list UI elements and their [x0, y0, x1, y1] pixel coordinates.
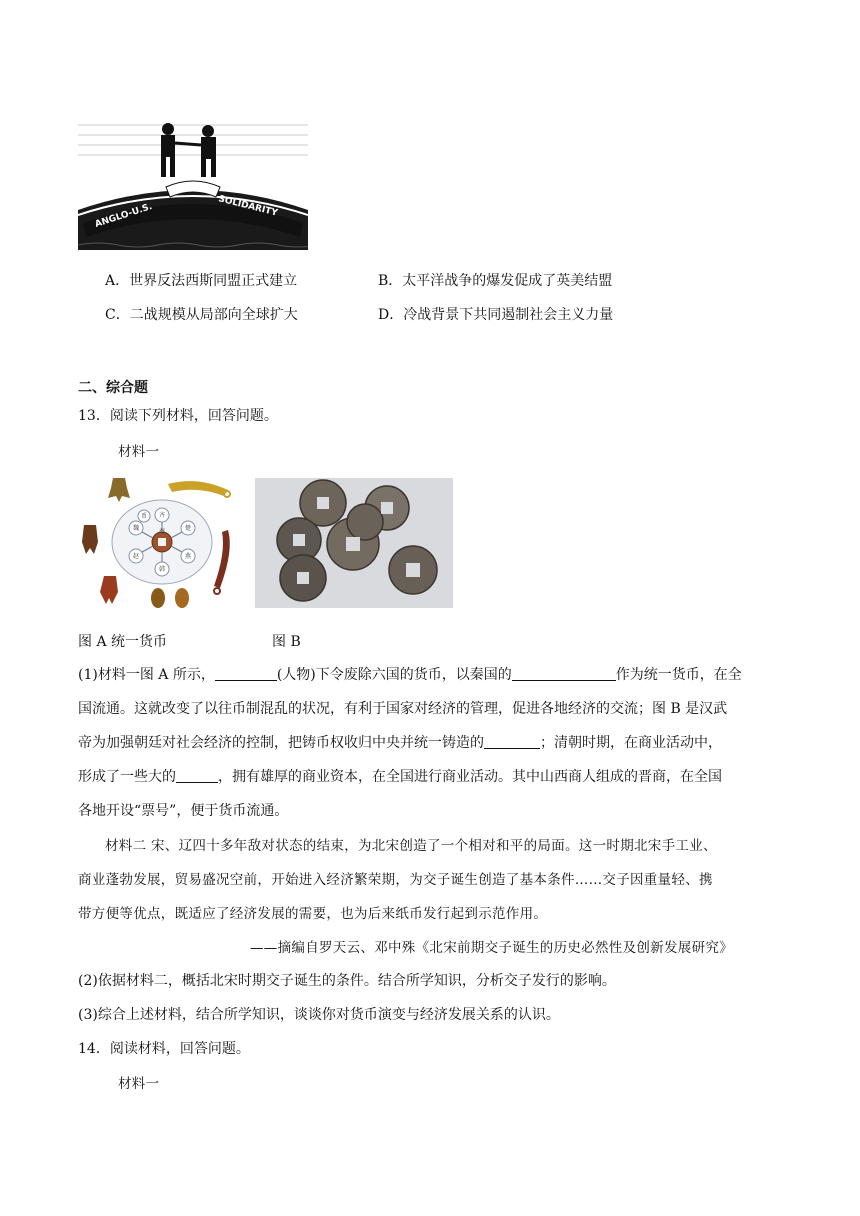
section-heading: 二、综合题	[78, 380, 148, 396]
q13-part1-text-b: (人物)下令废除六国的货币，以秦国的	[276, 667, 512, 683]
q13-part1-line4	[78, 766, 722, 786]
node-char-bi: 币	[140, 513, 148, 520]
q13-part1-text-c: 作为统一货币，在全	[615, 667, 742, 683]
material-2-line2: 商业蓬勃发展，贸易盛况空前，开始进入经济繁荣期，为交子诞生创造了基本条件……交子因重量轻、携	[78, 872, 713, 888]
answer-blank-person[interactable]	[215, 666, 277, 681]
node-char-chu: 楚	[184, 525, 192, 532]
option-a: A．世界反法西斯同盟正式建立	[105, 273, 298, 289]
node-char-qi: 齐	[158, 512, 166, 519]
q13-part1-line2: 国流通。这就改变了以往币制混乱的状况，有利于国家对经济的管理，促进各地经济的交流；图 B 是汉武	[78, 701, 728, 717]
answer-blank-currency[interactable]	[512, 666, 616, 681]
question-14-stem: 14．阅读材料，回答问题。	[78, 1041, 250, 1057]
node-char-han: 韩	[158, 566, 166, 573]
caption-figure-b: 图 B	[272, 634, 301, 650]
answer-blank-merchant[interactable]	[176, 768, 218, 783]
q13-part1-text-e: ；清朝时期，在商业活动中，	[540, 735, 722, 751]
answer-blank-coin[interactable]	[484, 734, 540, 749]
q13-part1-text-f: 形成了一些大的	[78, 769, 176, 785]
q13-part3: (3)综合上述材料，结合所学知识，谈谈你对货币演变与经济发展关系的认识。	[78, 1007, 560, 1023]
node-char-zhao: 赵	[132, 553, 140, 560]
q14-material-1-label: 材料一	[118, 1076, 160, 1092]
figure-b-coins-photo	[255, 478, 453, 608]
q13-part1-line5: 各地开设“票号”，便于货币流通。	[78, 803, 289, 819]
material-2-source: ——摘编自罗天云、邓中殊《北宋前期交子诞生的历史必然性及创新发展研究》	[250, 940, 733, 956]
figure-a-coin-diagram	[78, 470, 240, 612]
question-13-stem: 13．阅读下列材料，回答问题。	[78, 408, 278, 424]
option-d: D．冷战背景下共同遏制社会主义力量	[378, 307, 614, 323]
material-2-line3: 带方便等优点，既适应了经济发展的需要，也为后来纸币发行起到示范作用。	[78, 906, 548, 922]
node-char-wei: 魏	[132, 525, 140, 532]
q13-part1-text-a: (1)材料一图 A 所示，	[78, 667, 215, 683]
material-2-line1: 材料二 宋、辽四十多年敌对状态的结束，为北宋创造了一个相对和平的局面。这一时期北宋手工业、	[105, 838, 717, 854]
q13-part1-text-g: ，拥有雄厚的商业资本，在全国进行商业活动。其中山西商人组成的晋商，在全国	[218, 769, 722, 785]
node-char-qin: 秦	[158, 528, 166, 535]
q13-part1-line1	[78, 664, 742, 684]
node-char-yan: 燕	[184, 553, 192, 560]
cartoon-left-banner: ANGLO-U.S.	[93, 201, 154, 230]
caption-figure-a: 图 A 统一货币	[78, 634, 168, 650]
option-c: C．二战规模从局部向全球扩大	[105, 307, 298, 323]
option-b: B．太平洋战争的爆发促成了英美结盟	[378, 273, 613, 289]
q13-part1-text-d: 帝为加强朝廷对社会经济的控制，把铸币权收归中央并统一铸造的	[78, 735, 484, 751]
q13-part2: (2)依据材料二，概括北宋时期交子诞生的条件。结合所学知识，分析交子发行的影响。	[78, 973, 616, 989]
cartoon-image	[78, 115, 308, 250]
material-1-label: 材料一	[118, 444, 160, 460]
cartoon-right-banner: SOLIDARITY	[217, 194, 279, 219]
q13-part1-line3	[78, 732, 722, 752]
